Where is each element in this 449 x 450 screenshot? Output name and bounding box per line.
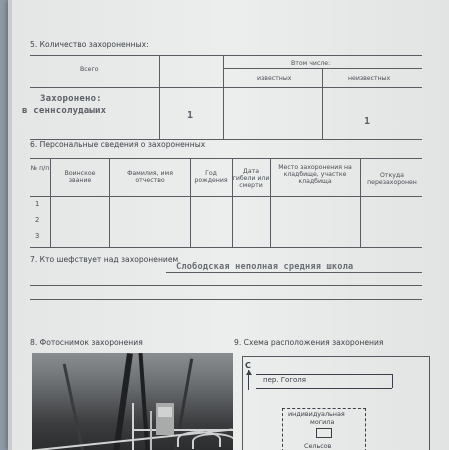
s6-header-reburial: Откуда перезахоронен: [367, 172, 417, 186]
s5-vline-3: [322, 68, 323, 139]
s5-row-label-1: Захоронено:: [40, 94, 102, 104]
s6-row-2: 2: [35, 216, 40, 224]
section6-title: 6. Персональные сведения о захороненных: [30, 140, 206, 149]
s5-unknown-value: 1: [364, 116, 371, 127]
s5-header-known: известных: [257, 75, 292, 82]
s7-line-1: [166, 272, 422, 273]
s5-vline-2: [223, 55, 224, 139]
s6-line-bottom: [30, 247, 422, 248]
north-arrow-head-icon: [246, 370, 252, 375]
s6-line-top: [30, 158, 422, 159]
section7-title: 7. Кто шефствует над захоронением: [30, 255, 179, 264]
grave-marker-icon: [316, 428, 332, 438]
section8-title: 8. Фотоснимок захоронения: [30, 338, 143, 347]
s5-total-value: 1: [187, 110, 194, 121]
s5-vline-1: [159, 55, 160, 139]
s6-header-num: № п/п: [30, 165, 50, 172]
schema-street-label: пер. Гоголя: [263, 376, 306, 384]
schema-street-line-1: [256, 374, 392, 375]
s5-line-top: [30, 55, 422, 56]
s7-patron-value: Слободская неполная средняя школа: [176, 262, 354, 272]
s6-header-place: Место захоронения на кладбище, участке кладбища: [278, 164, 352, 185]
page-edge: [8, 0, 12, 450]
s6-vline-5: [270, 158, 271, 247]
schema-street-end: [392, 374, 393, 388]
s5-header-including: Втом числе:: [291, 60, 331, 67]
s6-header-death: Дата гибели или смерти: [232, 168, 270, 189]
schema-grave-label-1: индивидуальная: [288, 410, 345, 418]
s7-line-2: [30, 285, 422, 286]
grave-photo: [32, 353, 233, 450]
s6-vline-6: [360, 158, 361, 247]
s5-line-header-bottom: [30, 87, 422, 88]
s5-row-label-2: в сеннсолудаыих: [22, 106, 107, 116]
s7-line-3: [30, 299, 422, 300]
s6-vline-3: [190, 158, 191, 247]
s6-vline-1: [50, 158, 51, 247]
section5-title: 5. Количество захороненных:: [30, 40, 149, 49]
schema-grave-label-2: могила: [310, 418, 335, 426]
document-page: [8, 0, 449, 450]
s5-header-unknown: неизвестных: [348, 75, 391, 82]
schema-street-line-2: [256, 388, 392, 389]
s6-header-birth: Год рождения: [194, 170, 228, 184]
s6-row-3: 3: [35, 232, 40, 240]
s5-header-total: Всего: [80, 66, 99, 73]
s6-row-1: 1: [35, 200, 40, 208]
s6-header-name: Фамилия, имя отчество: [127, 170, 173, 184]
s6-header-rank: Воинское звание: [64, 170, 96, 184]
schema-bottom-label: Сельсов: [304, 442, 332, 450]
section9-title: 9. Схема расположения захоронения: [234, 338, 384, 347]
s6-line-header-bottom: [30, 196, 422, 197]
s6-vline-2: [109, 158, 110, 247]
schema-north-label: С: [245, 361, 251, 370]
